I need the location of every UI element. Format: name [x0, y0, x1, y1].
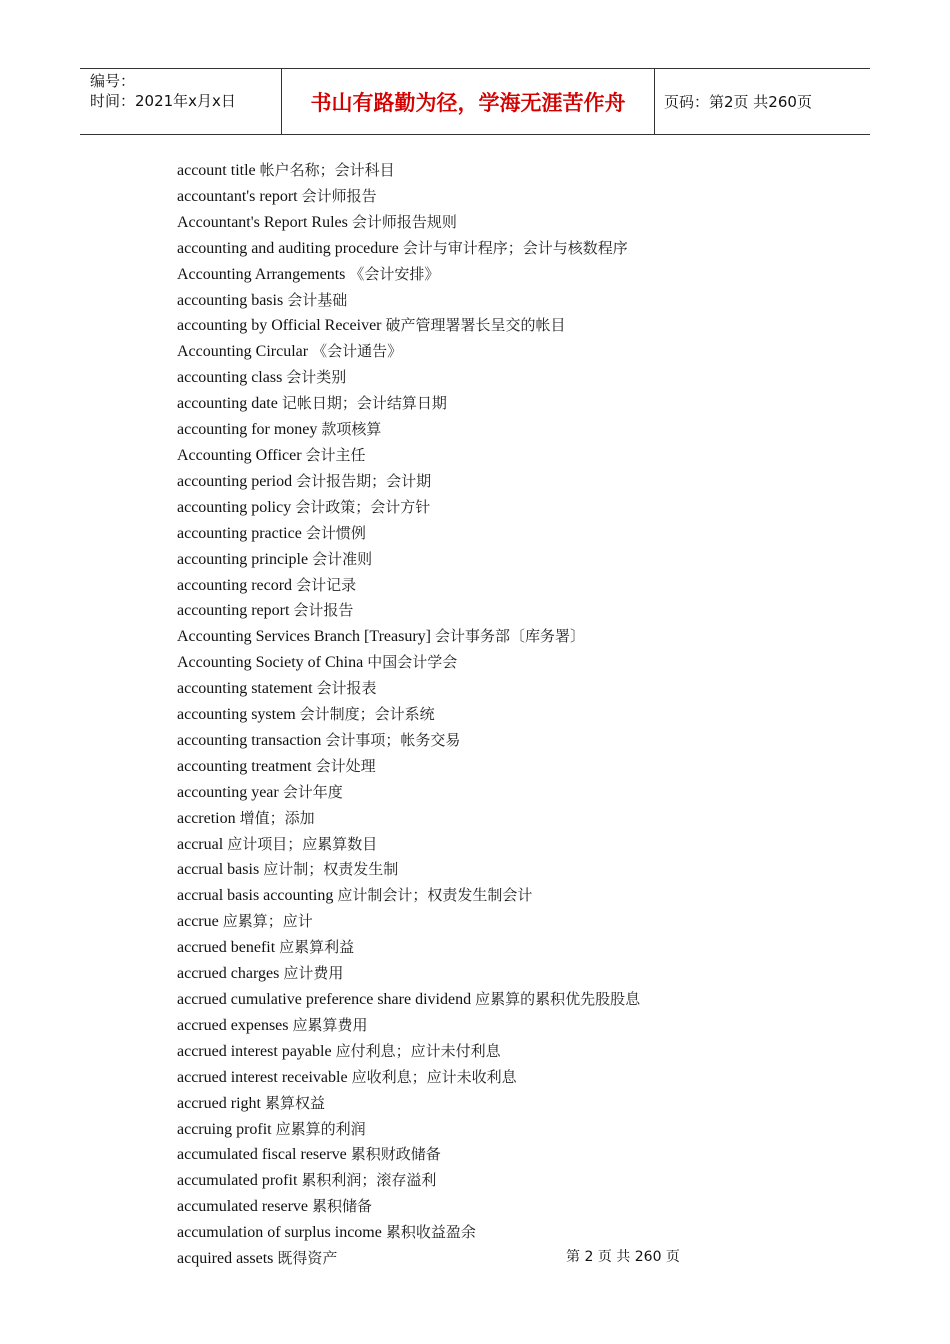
glossary-entry — [177, 365, 640, 391]
glossary-entry — [177, 521, 640, 547]
entry-definition: 会计与审计程序；会计与核数程序 — [402, 238, 628, 257]
entry-definition: 会计主任 — [305, 445, 366, 464]
entry-term: accrued expenses — [177, 1016, 289, 1034]
entry-definition: 应计项目；应累算数目 — [227, 834, 378, 853]
entry-definition: 会计惯例 — [305, 523, 366, 542]
glossary-entry — [177, 883, 640, 909]
entry-definition: 应付利息；应计未付利息 — [335, 1041, 501, 1060]
entry-term: acquired assets — [177, 1250, 274, 1268]
entry-term: accountant's report — [177, 187, 298, 205]
entry-definition: 会计师报告 — [301, 186, 377, 205]
entry-term: Accountant's Report Rules — [177, 213, 348, 231]
entry-term: accrued charges — [177, 965, 280, 983]
entry-definition: 会计事务部〔库务署〕 — [435, 627, 586, 646]
entry-term: accumulated reserve — [177, 1198, 309, 1216]
entry-definition: 应累算；应计 — [222, 912, 313, 931]
entry-definition: 中国会计学会 — [367, 653, 458, 672]
entry-term: account title — [177, 162, 256, 179]
glossary-entry — [177, 676, 640, 702]
entry-term: accounting policy — [177, 498, 292, 516]
glossary-entry — [177, 909, 640, 935]
entry-definition: 既得资产 — [277, 1249, 338, 1268]
entry-definition: 累积收益盈余 — [385, 1223, 476, 1242]
time-label: 时间：2021年x月x日 — [90, 92, 236, 110]
glossary-entry — [177, 598, 640, 624]
page-footer: 第 2 页 共 260 页 — [566, 1249, 680, 1265]
glossary-entry — [177, 754, 640, 780]
entry-term: accounting period — [177, 472, 293, 490]
number-label: 编号： — [90, 72, 136, 90]
page-header — [80, 68, 870, 135]
entry-definition: 记帐日期；会计结算日期 — [281, 394, 447, 413]
entry-term: accounting transaction — [177, 731, 322, 749]
entry-term: accrued right — [177, 1094, 261, 1112]
entry-definition: 会计制度；会计系统 — [299, 705, 435, 724]
entry-definition: 《会计通告》 — [312, 342, 403, 361]
glossary-entry — [177, 469, 640, 495]
entry-definition: 会计基础 — [287, 290, 348, 309]
glossary-entry — [177, 313, 640, 339]
entry-term: Accounting Arrangements — [177, 265, 346, 283]
entry-definition: 会计事项；帐务交易 — [325, 730, 461, 749]
entry-definition: 会计记录 — [296, 575, 357, 594]
entry-term: Accounting Services Branch [Treasury] — [177, 628, 432, 646]
glossary-entry — [177, 417, 640, 443]
entry-term: Accounting Circular — [177, 343, 309, 361]
page-label: 页码：第2页 共260页 — [664, 93, 812, 111]
entry-definition: 会计政策；会计方针 — [295, 497, 431, 516]
entry-definition: 会计处理 — [315, 756, 376, 775]
glossary-entry — [177, 935, 640, 961]
entry-term: accounting basis — [177, 291, 284, 309]
entry-definition: 会计类别 — [286, 368, 347, 387]
entry-term: accrue — [177, 913, 219, 931]
entry-term: accumulation of surplus income — [177, 1224, 382, 1242]
glossary-entry — [177, 391, 640, 417]
glossary-entry — [177, 210, 640, 236]
entry-definition: 会计师报告规则 — [351, 212, 457, 231]
entry-definition: 应计费用 — [283, 964, 344, 983]
glossary-entry — [177, 961, 640, 987]
entry-definition: 累积利润；滚存溢利 — [301, 1171, 437, 1190]
entry-definition: 应累算利益 — [279, 938, 355, 957]
entry-term: accounting class — [177, 369, 283, 387]
glossary-entry — [177, 832, 640, 858]
entry-definition: 款项核算 — [321, 420, 382, 439]
glossary-entry — [177, 339, 640, 365]
entry-term: accounting and auditing procedure — [177, 239, 399, 257]
glossary-entry — [177, 1091, 640, 1117]
entry-term: accretion — [177, 809, 236, 827]
entry-definition: 应累算费用 — [292, 1015, 368, 1034]
glossary-entry — [177, 495, 640, 521]
entry-definition: 累积储备 — [312, 1197, 373, 1216]
glossary-entry — [177, 1194, 640, 1220]
glossary-entry — [177, 158, 640, 184]
glossary-entry — [177, 650, 640, 676]
entry-term: accruing profit — [177, 1120, 272, 1138]
glossary-entry — [177, 857, 640, 883]
entry-definition: 应计制会计；权责发生制会计 — [337, 886, 533, 905]
glossary-entry — [177, 987, 640, 1013]
entry-term: accrued interest receivable — [177, 1068, 348, 1086]
glossary-entry — [177, 1117, 640, 1143]
entry-term: accumulated profit — [177, 1172, 298, 1190]
glossary-list — [177, 158, 640, 1272]
entry-definition: 破产管理署署长呈交的帐目 — [385, 316, 566, 335]
entry-term: Accounting Society of China — [177, 654, 364, 672]
entry-term: accumulated fiscal reserve — [177, 1146, 347, 1164]
header-motto: 书山有路勤为径，学海无涯苦作舟 — [282, 69, 655, 134]
entry-term: accrual basis — [177, 861, 260, 879]
glossary-entry — [177, 1220, 640, 1246]
entry-definition: 应累算的累积优先股股息 — [475, 990, 641, 1008]
glossary-entry — [177, 806, 640, 832]
glossary-entry — [177, 288, 640, 314]
header-page-label — [655, 69, 870, 134]
glossary-entry — [177, 780, 640, 806]
entry-term: accounting record — [177, 576, 293, 594]
entry-term: Accounting Officer — [177, 446, 302, 464]
glossary-entry — [177, 1039, 640, 1065]
entry-definition: 会计报表 — [316, 679, 377, 698]
glossary-entry — [177, 702, 640, 728]
entry-term: accounting date — [177, 395, 278, 413]
entry-definition: 会计报告 — [293, 601, 354, 620]
entry-definition: 帐户名称；会计科目 — [259, 161, 395, 179]
glossary-entry — [177, 573, 640, 599]
entry-definition: 应累算的利润 — [275, 1119, 366, 1138]
glossary-entry — [177, 728, 640, 754]
entry-term: accounting by Official Receiver — [177, 317, 382, 335]
glossary-entry — [177, 1013, 640, 1039]
entry-term: accounting practice — [177, 524, 302, 542]
entry-definition: 应收利息；应计未收利息 — [351, 1067, 517, 1086]
glossary-entry — [177, 443, 640, 469]
entry-term: accrued benefit — [177, 939, 276, 957]
entry-term: accounting principle — [177, 550, 309, 568]
glossary-entry — [177, 236, 640, 262]
glossary-entry — [177, 184, 640, 210]
entry-definition: 累积财政储备 — [350, 1145, 441, 1164]
entry-definition: 累算权益 — [264, 1093, 325, 1112]
entry-term: accounting system — [177, 706, 296, 724]
entry-term: accrual — [177, 835, 224, 853]
entry-definition: 《会计安排》 — [349, 264, 440, 283]
entry-term: accrual basis accounting — [177, 887, 334, 905]
entry-definition: 应计制；权责发生制 — [263, 860, 399, 879]
entry-term: accounting statement — [177, 680, 313, 698]
entry-definition: 会计准则 — [312, 549, 373, 568]
glossary-entry — [177, 1065, 640, 1091]
entry-term: accounting treatment — [177, 757, 312, 775]
entry-definition: 增值；添加 — [239, 808, 315, 827]
header-meta — [80, 69, 282, 134]
entry-term: accrued cumulative preference share dividend — [177, 991, 472, 1008]
glossary-entry — [177, 1142, 640, 1168]
entry-term: accrued interest payable — [177, 1042, 332, 1060]
glossary-entry — [177, 624, 640, 650]
entry-definition: 会计报告期；会计期 — [296, 471, 432, 490]
entry-term: accounting report — [177, 602, 290, 620]
entry-term: accounting year — [177, 783, 279, 801]
glossary-entry — [177, 262, 640, 288]
glossary-entry — [177, 547, 640, 573]
glossary-entry — [177, 1168, 640, 1194]
entry-definition: 会计年度 — [282, 782, 343, 801]
entry-term: accounting for money — [177, 421, 318, 439]
